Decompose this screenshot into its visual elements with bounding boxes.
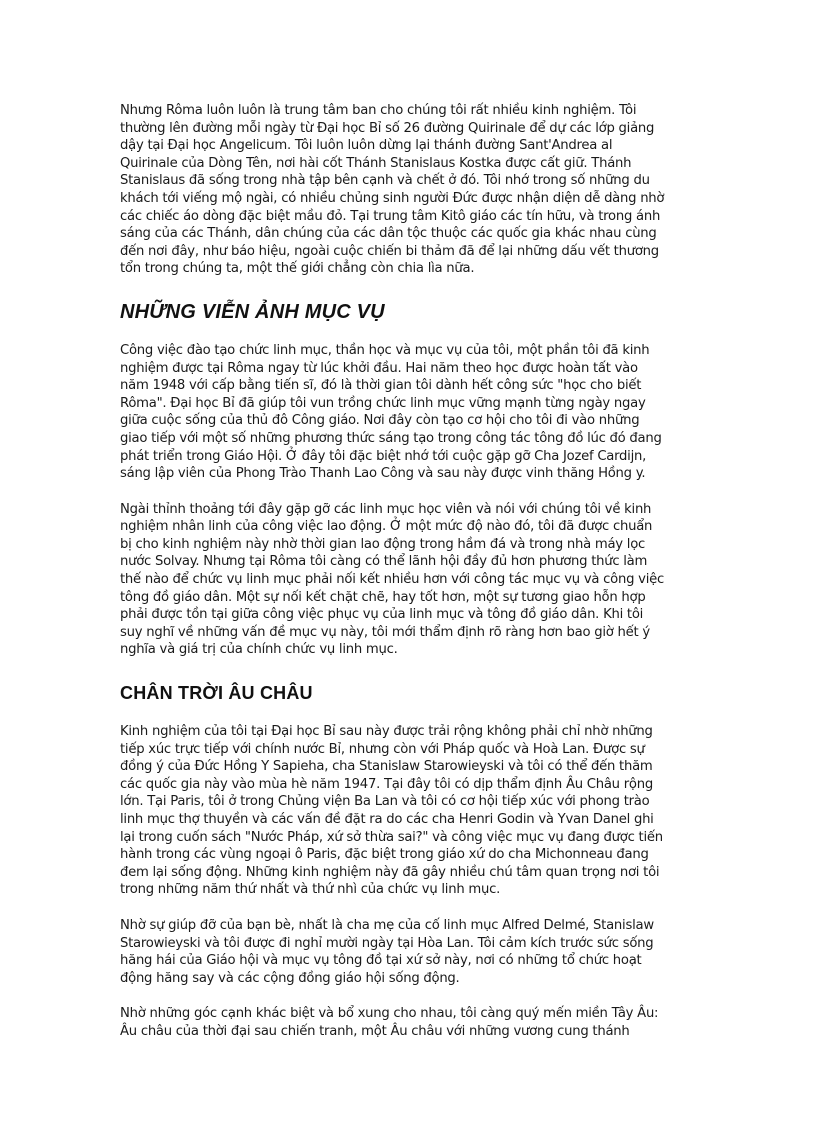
text-line: linh mục thợ thuyền và các vấn đề đặt ra do các cha Henri Godin và Yvan Danel ghi	[120, 812, 654, 827]
text-line: lớn. Tại Paris, tôi ở trong Chủng viện Ba Lan và tôi có cơ hội tiếp xúc với phong trào	[120, 794, 650, 810]
text-line: Nhờ những góc cạnh khác biệt và bổ xung cho nhau, tôi càng quý mến miền Tây Âu:	[120, 1006, 659, 1022]
text-line: các quốc gia này vào mùa hè năm 1947. Tại đây tôi có dịp thẩm định Âu Châu rộng	[120, 776, 653, 792]
text-line: bị cho kinh nghiệm này nhờ thời gian lao động trong hầm đá và trong nhà máy lọc	[120, 536, 646, 552]
text-line: nghiệm được tại Rôma ngay từ lúc khởi đầu. Hai năm theo học được hoàn tất vào	[120, 360, 638, 376]
paragraph-priestly-formation	[120, 342, 716, 483]
text-line: Starowieyski và tôi được đi nghỉ mười ngày tại Hòa Lan. Tôi cảm kích trước sức sống	[120, 935, 654, 951]
text-line: các chiếc áo dòng đặc biệt mầu đỏ. Tại trung tâm Kitô giáo các tín hữu, và trong ánh	[120, 208, 661, 224]
text-line: nước Solvay. Nhưng tại Rôma tôi càng có thể lãnh hội đầy đủ hơn phương thức làm	[120, 554, 648, 570]
paragraph-holland-vacation	[120, 917, 716, 987]
text-line: nghĩa và giá trị của chính chức vụ linh mục.	[120, 642, 398, 658]
text-line: Âu châu của thời đại sau chiến tranh, một Âu châu với những vương cung thánh	[120, 1023, 630, 1039]
text-line: Stanislaus đã sống trong nhà tập bên cạnh và chết ở đó. Tôi nhớ trong số những du	[120, 173, 650, 189]
text-line: thế nào để chức vụ linh mục phải nối kết nhiều hơn với công tác mục vụ và công việc	[120, 572, 665, 588]
text-line: nghiệm nhân linh của công việc lao động. Ở một mức độ nào đó, tôi đã được chuẩn	[120, 519, 653, 535]
text-line: sáng của các Thánh, dân chúng của các dân tộc thuộc các quốc gia khác nhau cùng	[120, 226, 657, 242]
text-line: trong những năm thứ nhất và thứ nhì của chức vụ linh mục.	[120, 882, 501, 898]
text-line: năm 1948 với cấp bằng tiến sĩ, đó là thời gian tôi dành hết công sức "học cho biết	[120, 378, 642, 394]
section-heading-european-horizon: CHÂN TRỜI ÂU CHÂU	[120, 683, 313, 704]
text-line: giao tiếp với một số những phương thức sáng tạo trong công tác tông đồ lúc đó đang	[120, 430, 662, 446]
text-line: đồng ý của Đức Hồng Y Sapieha, cha Stanislaw Starowieyski và tôi có thể đến thăm	[120, 759, 653, 775]
text-line: suy nghĩ về những vấn đề mục vụ này, tôi mới thẩm định rõ ràng hơn bao giờ hết ý	[120, 624, 650, 640]
text-line: Rôma". Đại học Bỉ đã giúp tôi vun trồng chức linh mục vững mạnh từng ngày ngay	[120, 395, 646, 411]
text-line: phát triển trong Giáo Hội. Ở đây tôi đặc biệt nhớ tới cuộc gặp gỡ Cha Jozef Cardijn,	[120, 448, 647, 464]
text-line: hành trong các vùng ngoại ô Paris, đặc biệt trong giáo xứ do cha Michonneau đang	[120, 847, 649, 863]
text-line: tiếp xúc trực tiếp với chính nước Bỉ, nhưng còn với Pháp quốc và Hoà Lan. Được sự	[120, 741, 645, 757]
text-line: đến nơi đây, như báo hiệu, ngoài cuộc chiến bi thảm đã để lại những dấu vết thương	[120, 243, 659, 259]
paragraph-cardijn-visits	[120, 501, 716, 659]
paragraph-belgium-france-netherlands	[120, 723, 716, 899]
text-line: tổn trong chúng ta, một thế giới chẳng còn chia lìa nữa.	[120, 261, 475, 277]
paragraph-rome-experience	[120, 102, 716, 278]
text-line: động hăng say và các cộng đồng giáo hội sống động.	[120, 970, 460, 986]
text-line: Ngài thỉnh thoảng tới đây gặp gỡ các linh mục học viên và nói với chúng tôi về kinh	[120, 501, 652, 517]
text-line: Quirinale của Dòng Tên, nơi hài cốt Thánh Stanislaus Kostka được cất giữ. Thánh	[120, 155, 632, 171]
text-line: Kinh nghiệm của tôi tại Đại học Bỉ sau này được trải rộng không phải chỉ nhờ những	[120, 724, 653, 740]
paragraph-western-europe	[120, 1005, 716, 1040]
text-line: dậy tại Đại học Angelicum. Tôi luôn luôn dừng lại thánh đường Sant'Andrea al	[120, 138, 613, 154]
text-line: khách tới viếng mộ ngài, có nhiều chủng sinh người Đức được nhận diện dễ dàng nhờ	[120, 190, 665, 206]
text-line: tông đồ giáo dân. Một sự nối kết chặt chẽ, hay tốt hơn, một sự tương giao hỗn hợp	[120, 589, 646, 605]
text-line: giữa cuộc sống của thủ đô Công giáo. Nơi đây còn tạo cơ hội cho tôi đi vào những	[120, 413, 640, 429]
text-line: đem lại sống động. Những kinh nghiệm này đã gây nhiều chú tâm quan trọng nơi tôi	[120, 864, 660, 880]
text-line: lại trong cuốn sách "Nước Pháp, xứ sở thừa sai?" và công việc mục vụ đang được tiến	[120, 829, 663, 845]
text-line: thường lên đường mỗi ngày từ Đại học Bỉ số 26 đường Quirinale để dự các lớp giảng	[120, 120, 655, 136]
section-heading-pastoral-visions: NHỮNG VIỄN ẢNH MỤC VỤ	[120, 300, 385, 323]
text-line: Công việc đào tạo chức linh mục, thần học và mục vụ của tôi, một phần tôi đã kinh	[120, 342, 650, 358]
text-line: hăng hái của Giáo hội và mục vụ tông đồ tại xứ sở này, nơi có những tổ chức hoạt	[120, 953, 642, 969]
text-line: Nhưng Rôma luôn luôn là trung tâm ban cho chúng tôi rất nhiều kinh nghiệm. Tôi	[120, 103, 637, 118]
text-line: sáng lập viên của Phong Trào Thanh Lao Công và sau này được vinh thăng Hồng y.	[120, 466, 646, 482]
text-line: Nhờ sự giúp đỡ của bạn bè, nhất là cha mẹ của cố linh mục Alfred Delmé, Stanislaw	[120, 917, 654, 933]
text-line: phải được tồn tại giữa công việc phục vụ của linh mục và tông đồ giáo dân. Khi tôi	[120, 607, 644, 623]
